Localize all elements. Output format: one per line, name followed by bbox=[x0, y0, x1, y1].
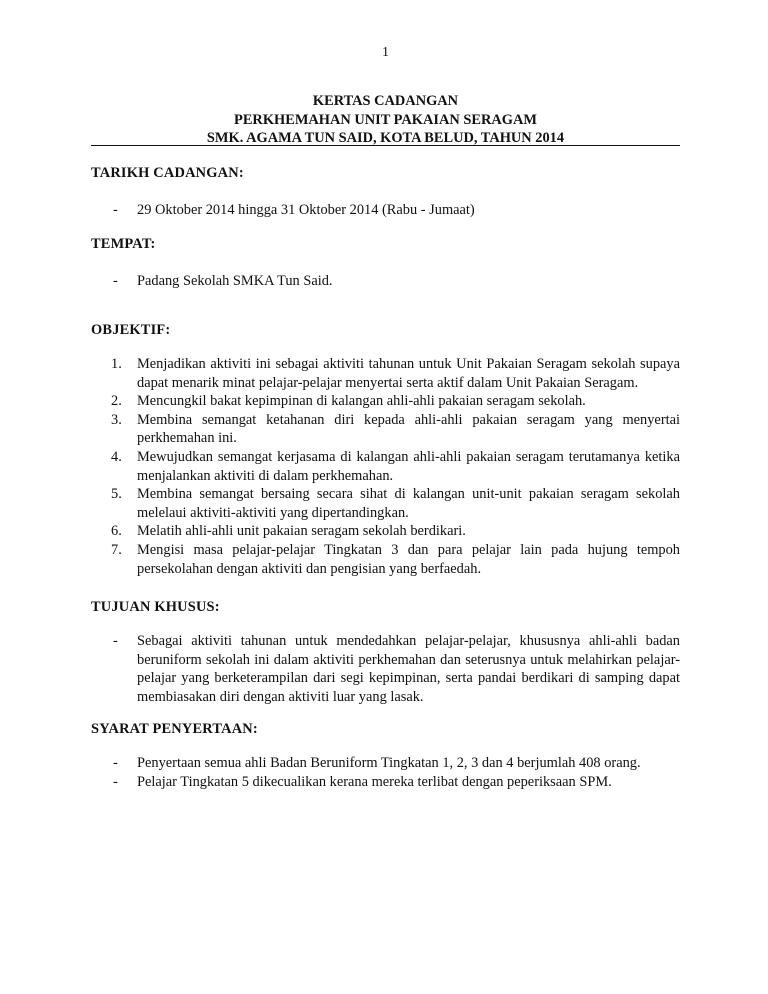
list-item bbox=[91, 541, 680, 578]
list-item-text: Membina semangat ketahanan diri kepada ahli-ahli pakaian seragam yang menyertai perkhemahan ini. bbox=[137, 411, 680, 447]
syarat-list bbox=[91, 754, 680, 791]
list-item bbox=[91, 485, 680, 522]
list-item bbox=[91, 448, 680, 485]
list-item-text: Mewujudkan semangat kerjasama di kalangan ahli-ahli pakaian seragam terutamanya ketika menjalankan aktiviti di dalam perkhemahan. bbox=[137, 448, 680, 484]
list-item bbox=[91, 272, 680, 291]
list-number: 7. bbox=[111, 541, 122, 558]
list-item-text: Mencungkil bakat kepimpinan di kalangan ahli-ahli pakaian seragam sekolah. bbox=[137, 393, 586, 410]
list-dash: - bbox=[113, 755, 118, 771]
list-dash: - bbox=[113, 202, 118, 218]
title-line-2: PERKHEMAHAN UNIT PAKAIAN SERAGAM bbox=[234, 111, 537, 128]
title-line-1: KERTAS CADANGAN bbox=[312, 93, 459, 109]
title-divider bbox=[91, 145, 680, 146]
list-item bbox=[91, 355, 680, 392]
list-item-text: Pelajar Tingkatan 5 dikecualikan kerana mereka terlibat dengan peperiksaan SPM. bbox=[137, 773, 612, 790]
list-number: 3. bbox=[111, 411, 122, 428]
list-item bbox=[91, 754, 680, 773]
list-number: 5. bbox=[111, 486, 122, 503]
list-dash: - bbox=[113, 273, 118, 289]
list-number: 4. bbox=[111, 448, 122, 465]
heading-tujuan-khusus: TUJUAN KHUSUS: bbox=[91, 599, 220, 615]
list-item bbox=[91, 411, 680, 448]
heading-tempat: TEMPAT: bbox=[91, 236, 156, 252]
list-dash: - bbox=[113, 633, 118, 649]
list-item bbox=[91, 632, 680, 706]
list-item-text: Membina semangat bersaing secara sihat di kalangan unit-unit pakaian seragam sekolah melelaui aktiviti-aktiviti yang dipertandingkan. bbox=[137, 486, 680, 521]
title-line-3: SMK. AGAMA TUN SAID, KOTA BELUD, TAHUN 2014 bbox=[206, 130, 565, 147]
heading-syarat-penyertaan: SYARAT PENYERTAAN: bbox=[91, 721, 258, 737]
list-item-text: Sebagai aktiviti tahunan untuk mendedahkan pelajar-pelajar, khususnya ahli-ahli badan beruniform sekolah ini dalam aktiviti perkhemahan dan seterusnya untuk melahirkan pelajar-pelajar yang berketerampilan dari segi kepimpinan, serta pandai berdikari di samping dapat membiasakan diri dengan aktiviti luar yang lasak. bbox=[137, 633, 680, 705]
list-item bbox=[91, 392, 680, 411]
objektif-list bbox=[91, 355, 680, 578]
document-title bbox=[91, 92, 680, 148]
list-number: 6. bbox=[111, 523, 122, 540]
list-item bbox=[91, 773, 680, 792]
heading-tarikh-cadangan: TARIKH CADANGAN: bbox=[91, 165, 244, 181]
list-number: 2. bbox=[111, 393, 122, 410]
page-number: 1 bbox=[382, 45, 389, 60]
list-item-text: Melatih ahli-ahli unit pakaian seragam sekolah berdikari. bbox=[137, 523, 466, 540]
list-item-text: Mengisi masa pelajar-pelajar Tingkatan 3 dan para pelajar lain pada hujung tempoh persekolahan dengan aktiviti dan pengisian yang berfaedah. bbox=[137, 541, 680, 577]
list-item-text: Penyertaan semua ahli Badan Beruniform Tingkatan 1, 2, 3 dan 4 berjumlah 408 orang. bbox=[137, 755, 641, 771]
heading-objektif: OBJEKTIF: bbox=[91, 322, 171, 338]
tarikh-list bbox=[91, 201, 680, 220]
list-item bbox=[91, 201, 680, 220]
list-item-text: Padang Sekolah SMKA Tun Said. bbox=[137, 273, 333, 289]
tujuan-list bbox=[91, 632, 680, 706]
list-item-text: 29 Oktober 2014 hingga 31 Oktober 2014 (Rabu - Jumaat) bbox=[137, 202, 475, 218]
list-item bbox=[91, 522, 680, 541]
list-dash: - bbox=[113, 773, 118, 790]
tempat-list bbox=[91, 272, 680, 291]
list-item-text: Menjadikan aktiviti ini sebagai aktiviti tahunan untuk Unit Pakaian Seragam sekolah supaya dapat menarik minat pelajar-pelajar menyertai serta aktif dalam Unit Pakaian Seragam. bbox=[137, 356, 680, 391]
list-number: 1. bbox=[111, 356, 122, 372]
